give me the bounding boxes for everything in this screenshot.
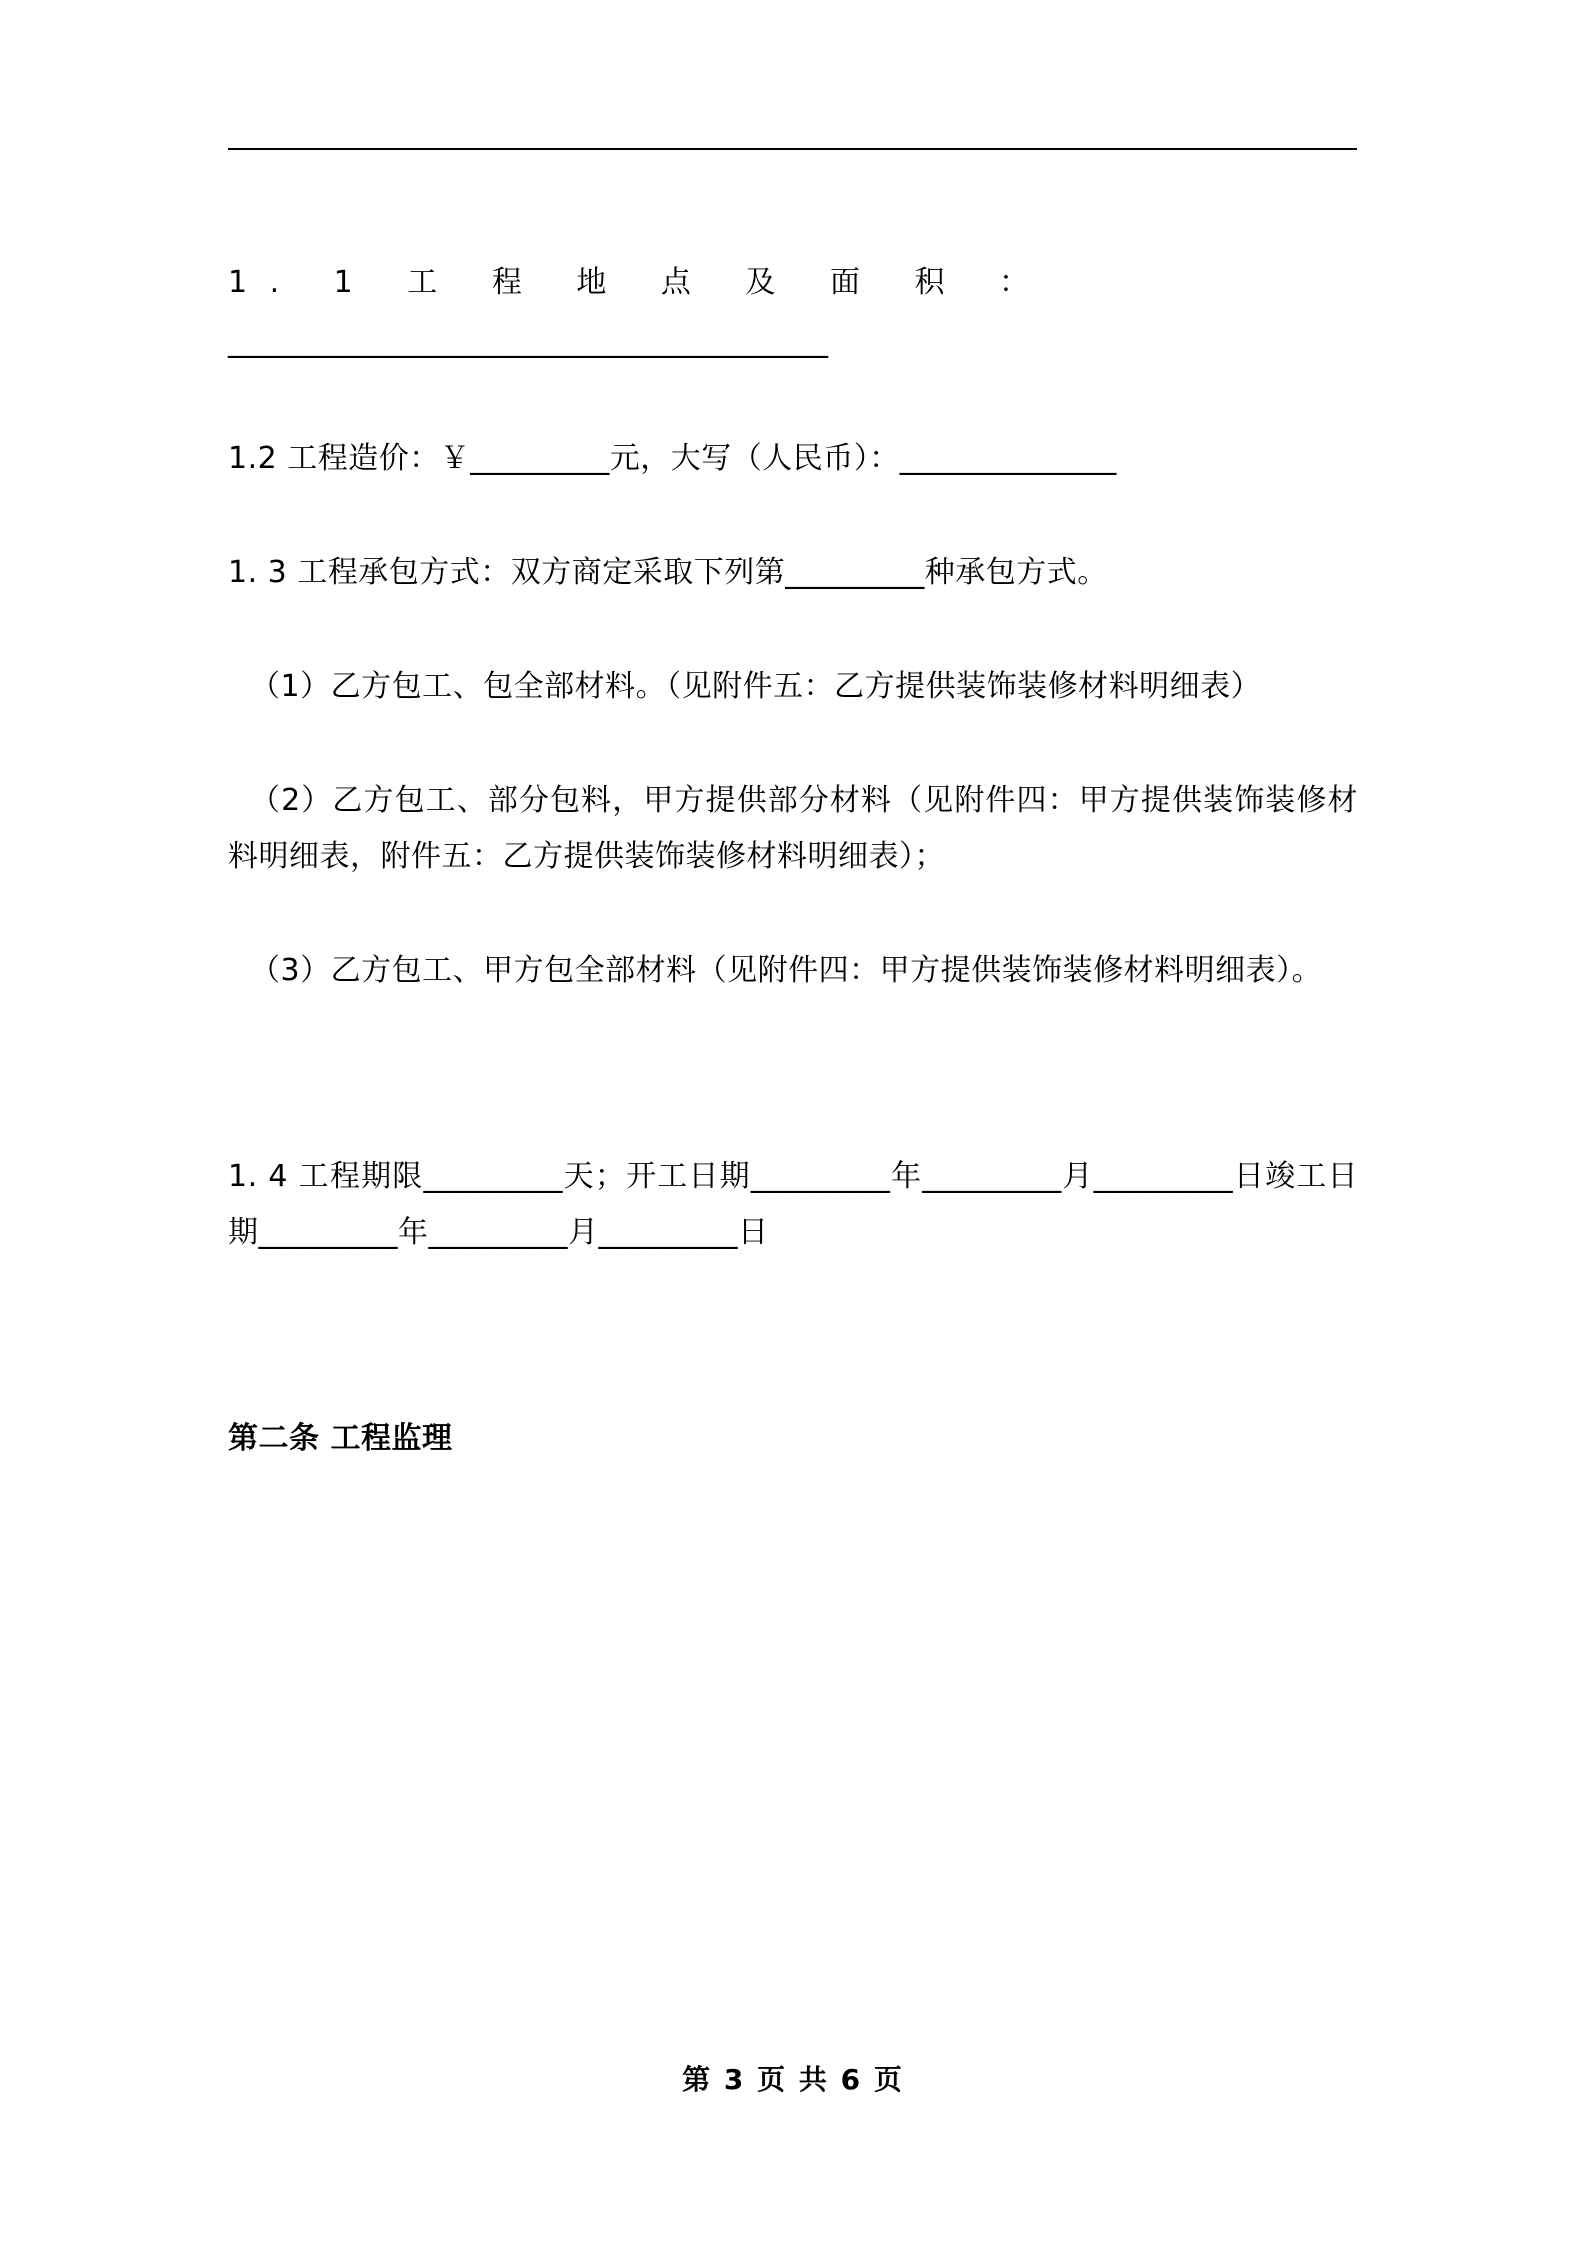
header-divider: [228, 148, 1357, 150]
clause-1-4: 1. 4 工程期限_________天；开工日期_________年_________月_________日竣工日期_________年_________月_________日: [228, 1159, 1358, 1250]
spacer: [228, 1057, 1358, 1149]
clause-1-3-option-1: （1）乙方包工、包全部材料。（见附件五：乙方提供装饰装修材料明细表）: [250, 669, 1262, 704]
document-body: [228, 255, 1358, 1525]
clause-1-1-label: 1. 1 工 程 地 点 及 面 积 ：: [228, 265, 1052, 300]
section-2-heading: 第二条 工程监理: [228, 1421, 453, 1456]
spacer-2: [228, 1319, 1358, 1411]
clause-1-1: [228, 255, 1358, 373]
clause-1-3: 1. 3 工程承包方式：双方商定采取下列第_________种承包方式。: [228, 555, 1108, 590]
page-footer: 第 3 页 共 6 页: [682, 2063, 904, 2096]
clause-1-3-option-3: （3）乙方包工、甲方包全部材料（见附件四：甲方提供装饰装修材料明细表）。: [250, 953, 1323, 988]
clause-1-1-blank: ________________________________________: [228, 324, 828, 359]
clause-1-2: 1.2 工程造价：￥_________元，大写（人民币）：______________: [228, 441, 1117, 476]
clause-1-3-option-2: （2）乙方包工、部分包料，甲方提供部分材料（见附件四：甲方提供装饰装修材料明细表，附件五：乙方提供装饰装修材料明细表）；: [228, 783, 1358, 874]
